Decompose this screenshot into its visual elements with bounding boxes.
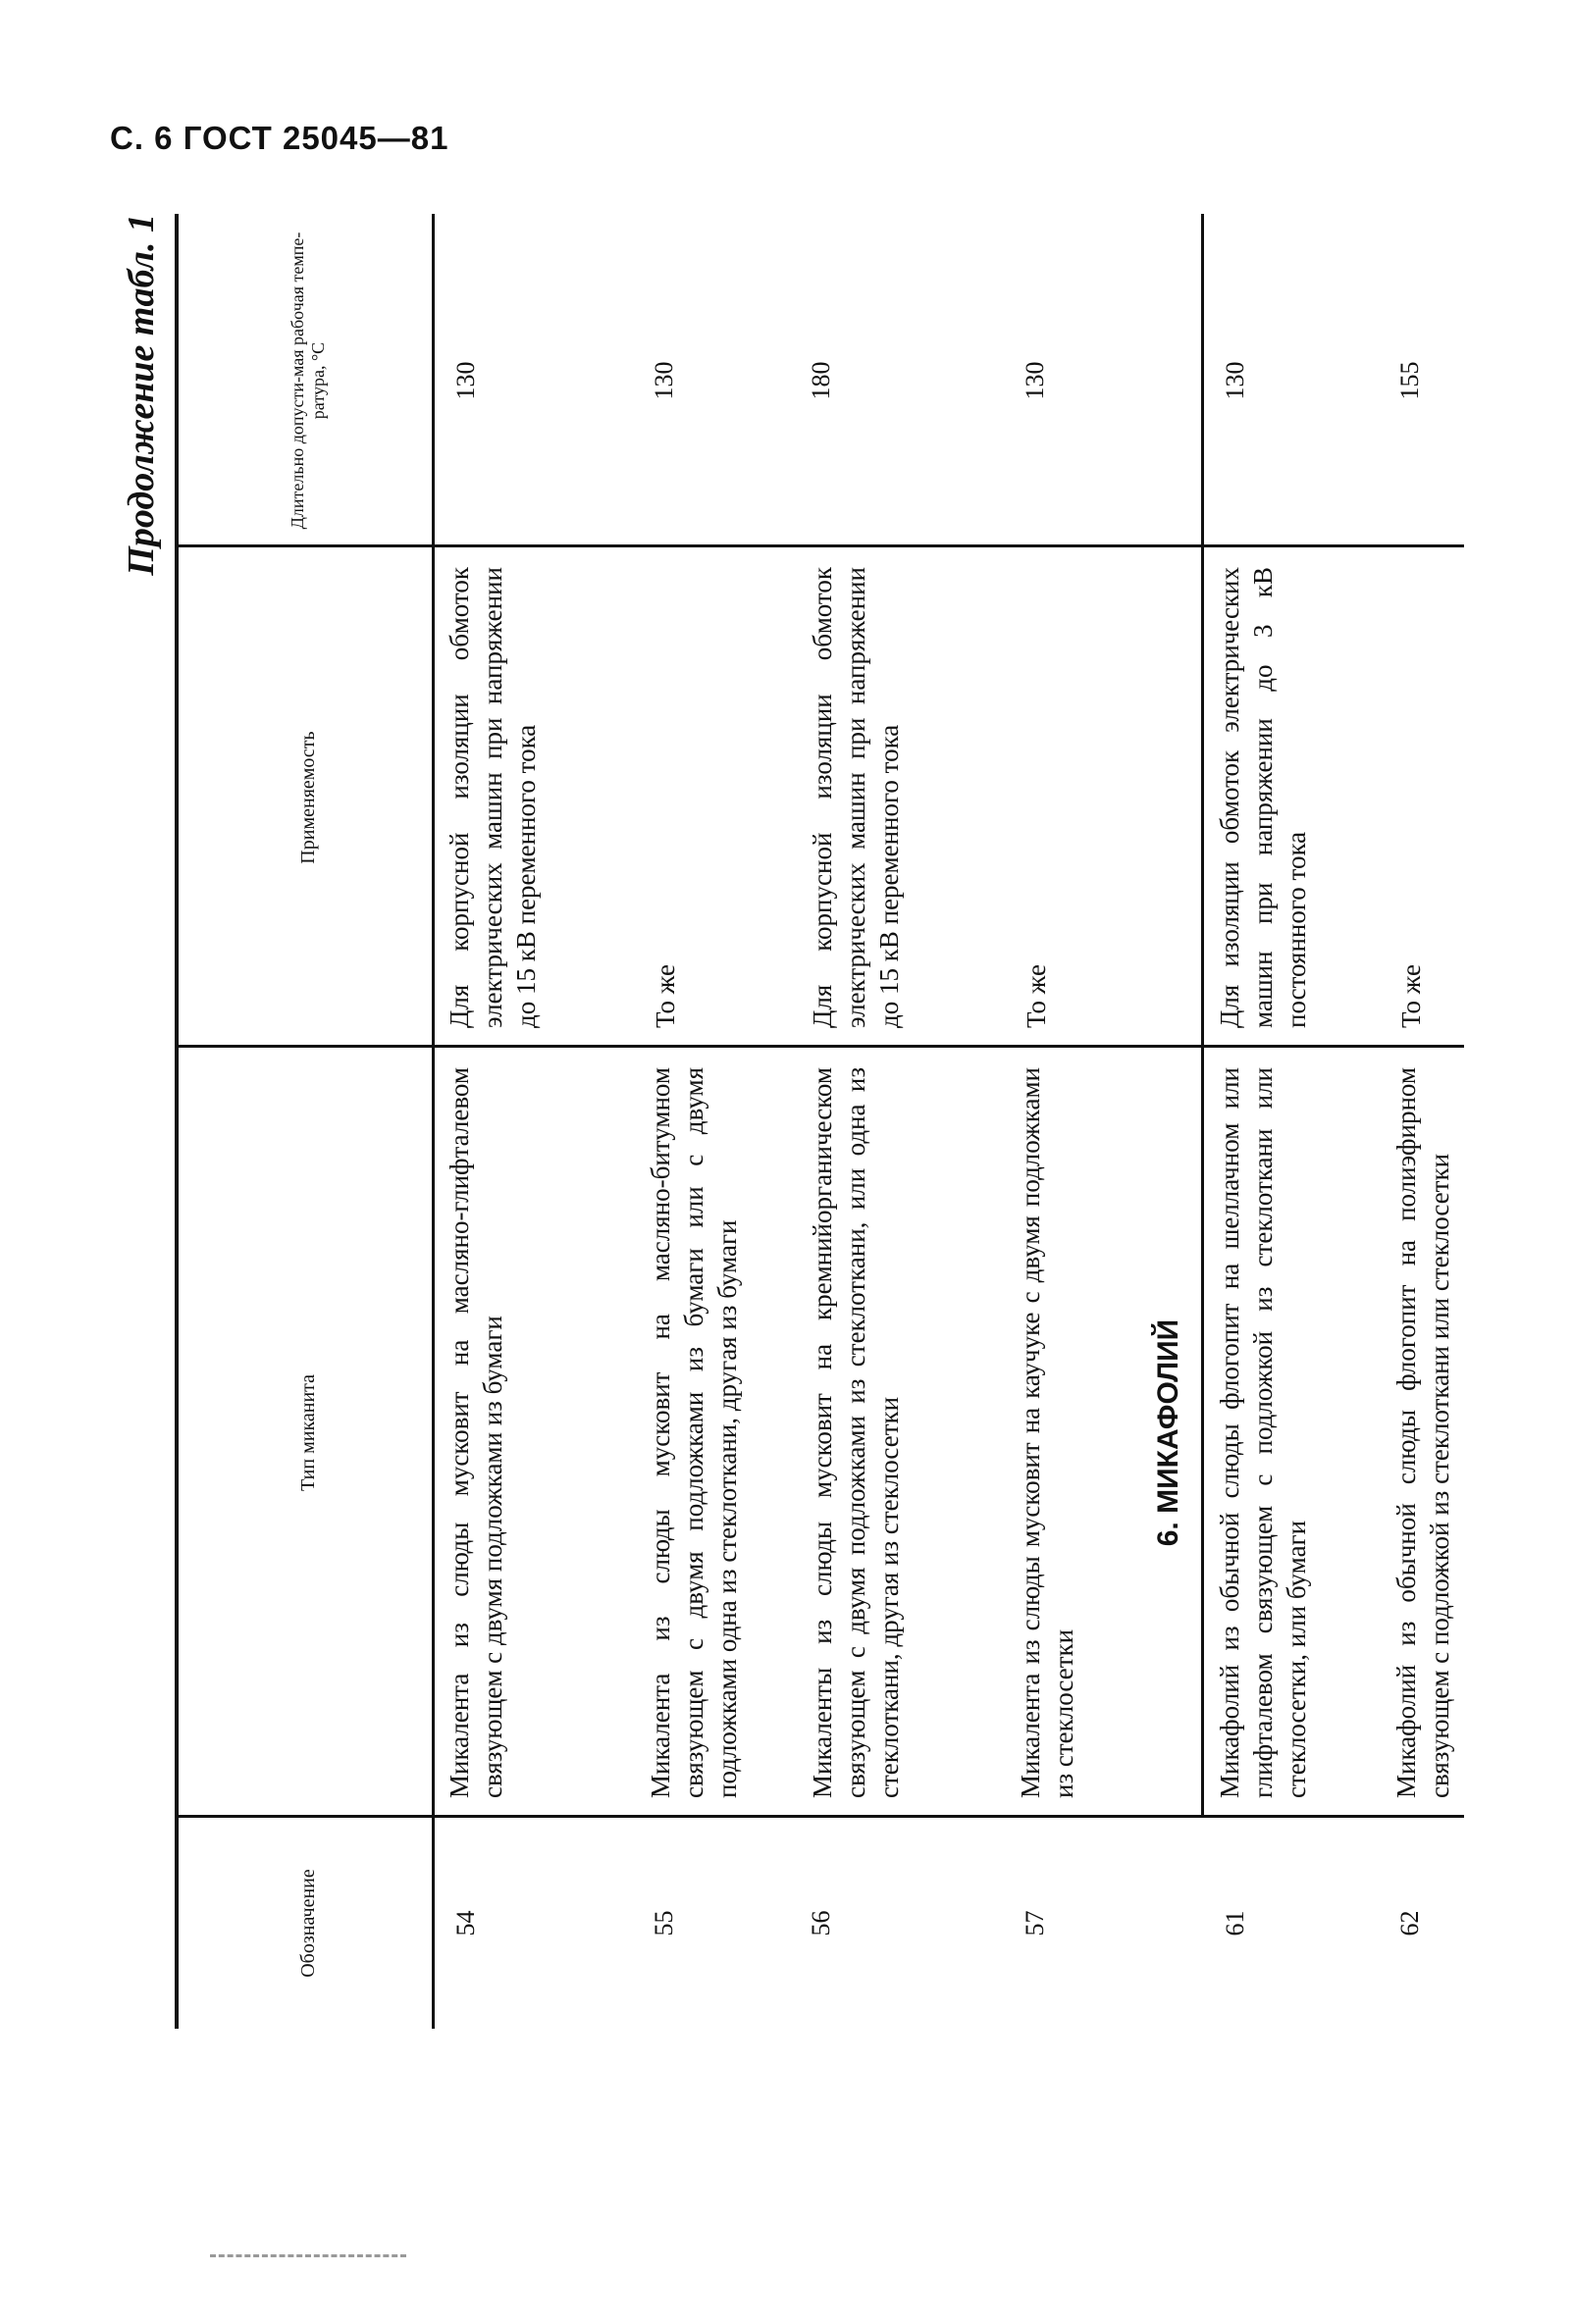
row-type: Микалента из слюды мусковит на масляно-глифталевом связующем с двумя подложками из бумаги: [445, 1067, 507, 1798]
row-applicability: Для изоляции обмоток электрических машин при напряжении до 3 кВ постоянного тока: [1215, 567, 1311, 1028]
row-applicability: То же: [651, 964, 680, 1028]
row-type: Микалента из слюды мусковит на каучуке с двумя подложками из стеклосетки: [1016, 1067, 1078, 1798]
row-type: Микаленты из слюды мусковит на кремнийорганическом связующем с двумя подложками из стеклоткани, или одна из стеклоткани, другая из стеклосетки: [808, 1067, 904, 1798]
row-designation: 61: [1221, 1910, 1249, 1937]
header-rule: [432, 214, 435, 2029]
row-type: Микафолий из обычной слюды флогопит на шеллачном или глифталевом связующем с подложкой из стеклоткани или стеклосетки, или бумаги: [1215, 1067, 1311, 1798]
section-rule: [1201, 214, 1204, 1818]
table-continuation-label: Продолжение табл. 1: [121, 214, 162, 576]
rotated-table: [120, 214, 1464, 2029]
row-applicability: Для корпусной изоляции обмоток электрических машин при напряжении до 15 кВ переменного тока: [808, 567, 904, 1028]
row-temperature: 180: [807, 361, 835, 400]
column-header-temperature: Длительно допусти-мая рабочая темпе-ратура, °С: [288, 232, 328, 530]
column-header-designation: Обозначение: [296, 1869, 319, 1978]
row-temperature: 130: [1221, 361, 1249, 400]
page-header: С. 6 ГОСТ 25045—81: [110, 120, 449, 156]
row-applicability: То же: [1022, 964, 1051, 1028]
row-applicability: То же: [1396, 964, 1426, 1028]
column-header-applicability: Применяемость: [296, 731, 319, 864]
section-title: 6. МИКАФОЛИЙ: [1152, 1318, 1184, 1547]
row-type: Микафолий из обычной слюды флогопит на полиэфирном связующем с подложкой из стеклоткани или стеклосетки: [1391, 1067, 1454, 1798]
column-header-type: Тип миканита: [296, 1373, 319, 1492]
row-designation: 62: [1395, 1910, 1424, 1937]
row-designation: 55: [650, 1910, 678, 1937]
row-temperature: 130: [650, 361, 678, 400]
row-temperature: 155: [1395, 361, 1424, 400]
row-designation: 54: [451, 1910, 480, 1937]
table-top-rule: [175, 214, 179, 2029]
footer-marks: [210, 2254, 406, 2261]
row-temperature: 130: [1021, 361, 1049, 400]
row-temperature: 130: [451, 361, 480, 400]
row-designation: 57: [1021, 1910, 1049, 1937]
row-applicability: Для корпусной изоляции обмоток электрических машин при напряжении до 15 кВ переменного тока: [445, 567, 541, 1028]
row-type: Микалента из слюды мусковит на масляно-битумном связующем с двумя подложками из бумаги или с двумя подложками одна из стеклоткани, другая из бумаги: [646, 1067, 742, 1798]
row-designation: 56: [807, 1910, 835, 1937]
